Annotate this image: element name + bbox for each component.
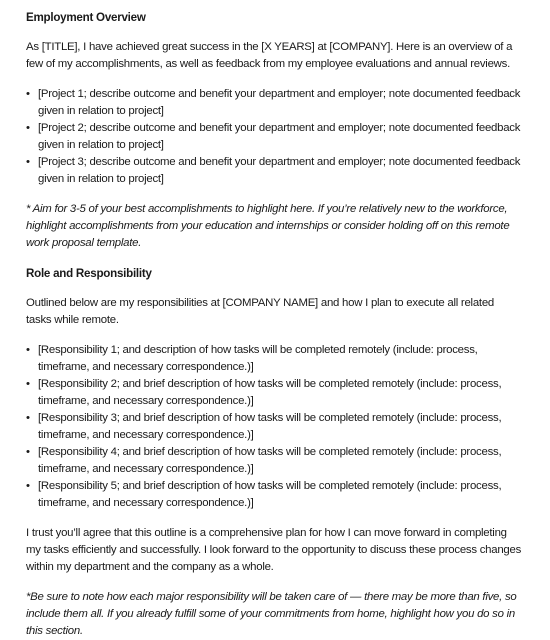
responsibility-list (26, 342, 522, 512)
responsibility-item: • [Responsibility 4; and brief description of how tasks will be completed remotely (include: process, timeframe, and necessary correspondence.)] (26, 444, 522, 478)
accomplishments-note: * Aim for 3-5 of your best accomplishments to highlight here. If you’re relatively new to the workforce, highlight accomplishments from your education and internships or consider holding off on this remote work proposal template. (26, 203, 510, 249)
project-item: • [Project 3; describe outcome and benefit your department and employer; note documented feedback given in relation to project] (26, 154, 522, 188)
role-responsibility-heading: Role and Responsibility (26, 267, 152, 280)
employment-intro-paragraph: As [TITLE], I have achieved great success in the [X YEARS] at [COMPANY]. Here is an overview of a few of my accomplishments, as well as feedback from my employee evaluations and annual reviews. (26, 41, 513, 70)
responsibility-item: • [Responsibility 2; and brief description of how tasks will be completed remotely (include: process, timeframe, and necessary correspondence.)] (26, 376, 522, 410)
closing-paragraph: I trust you’ll agree that this outline is a comprehensive plan for how I can move forward in completing my tasks efficiently and successfully. I look forward to the opportunity to discuss these process changes within my department and the company as a whole. (26, 527, 522, 573)
project-item: • [Project 1; describe outcome and benefit your department and employer; note documented feedback given in relation to project] (26, 86, 522, 120)
role-intro-paragraph: Outlined below are my responsibilities at [COMPANY NAME] and how I plan to execute all related tasks while remote. (26, 297, 495, 326)
project-item: • [Project 2; describe outcome and benefit your department and employer; note documented feedback given in relation to project] (26, 120, 522, 154)
responsibility-item: • [Responsibility 3; and brief description of how tasks will be completed remotely (include: process, timeframe, and necessary correspondence.)] (26, 410, 522, 444)
responsibility-note: *Be sure to note how each major responsibility will be taken care of — there may be more than five, so include them all. If you already fulfill some of your commitments from home, highlight how you do so in this section. (26, 591, 517, 637)
project-list (26, 86, 522, 188)
employment-overview-heading: Employment Overview (26, 11, 146, 24)
responsibility-item: • [Responsibility 1; and description of how tasks will be completed remotely (include: process, timeframe, and necessary correspondence.)] (26, 342, 522, 376)
responsibility-item: • [Responsibility 5; and brief description of how tasks will be completed remotely (include: process, timeframe, and necessary correspondence.)] (26, 478, 522, 512)
